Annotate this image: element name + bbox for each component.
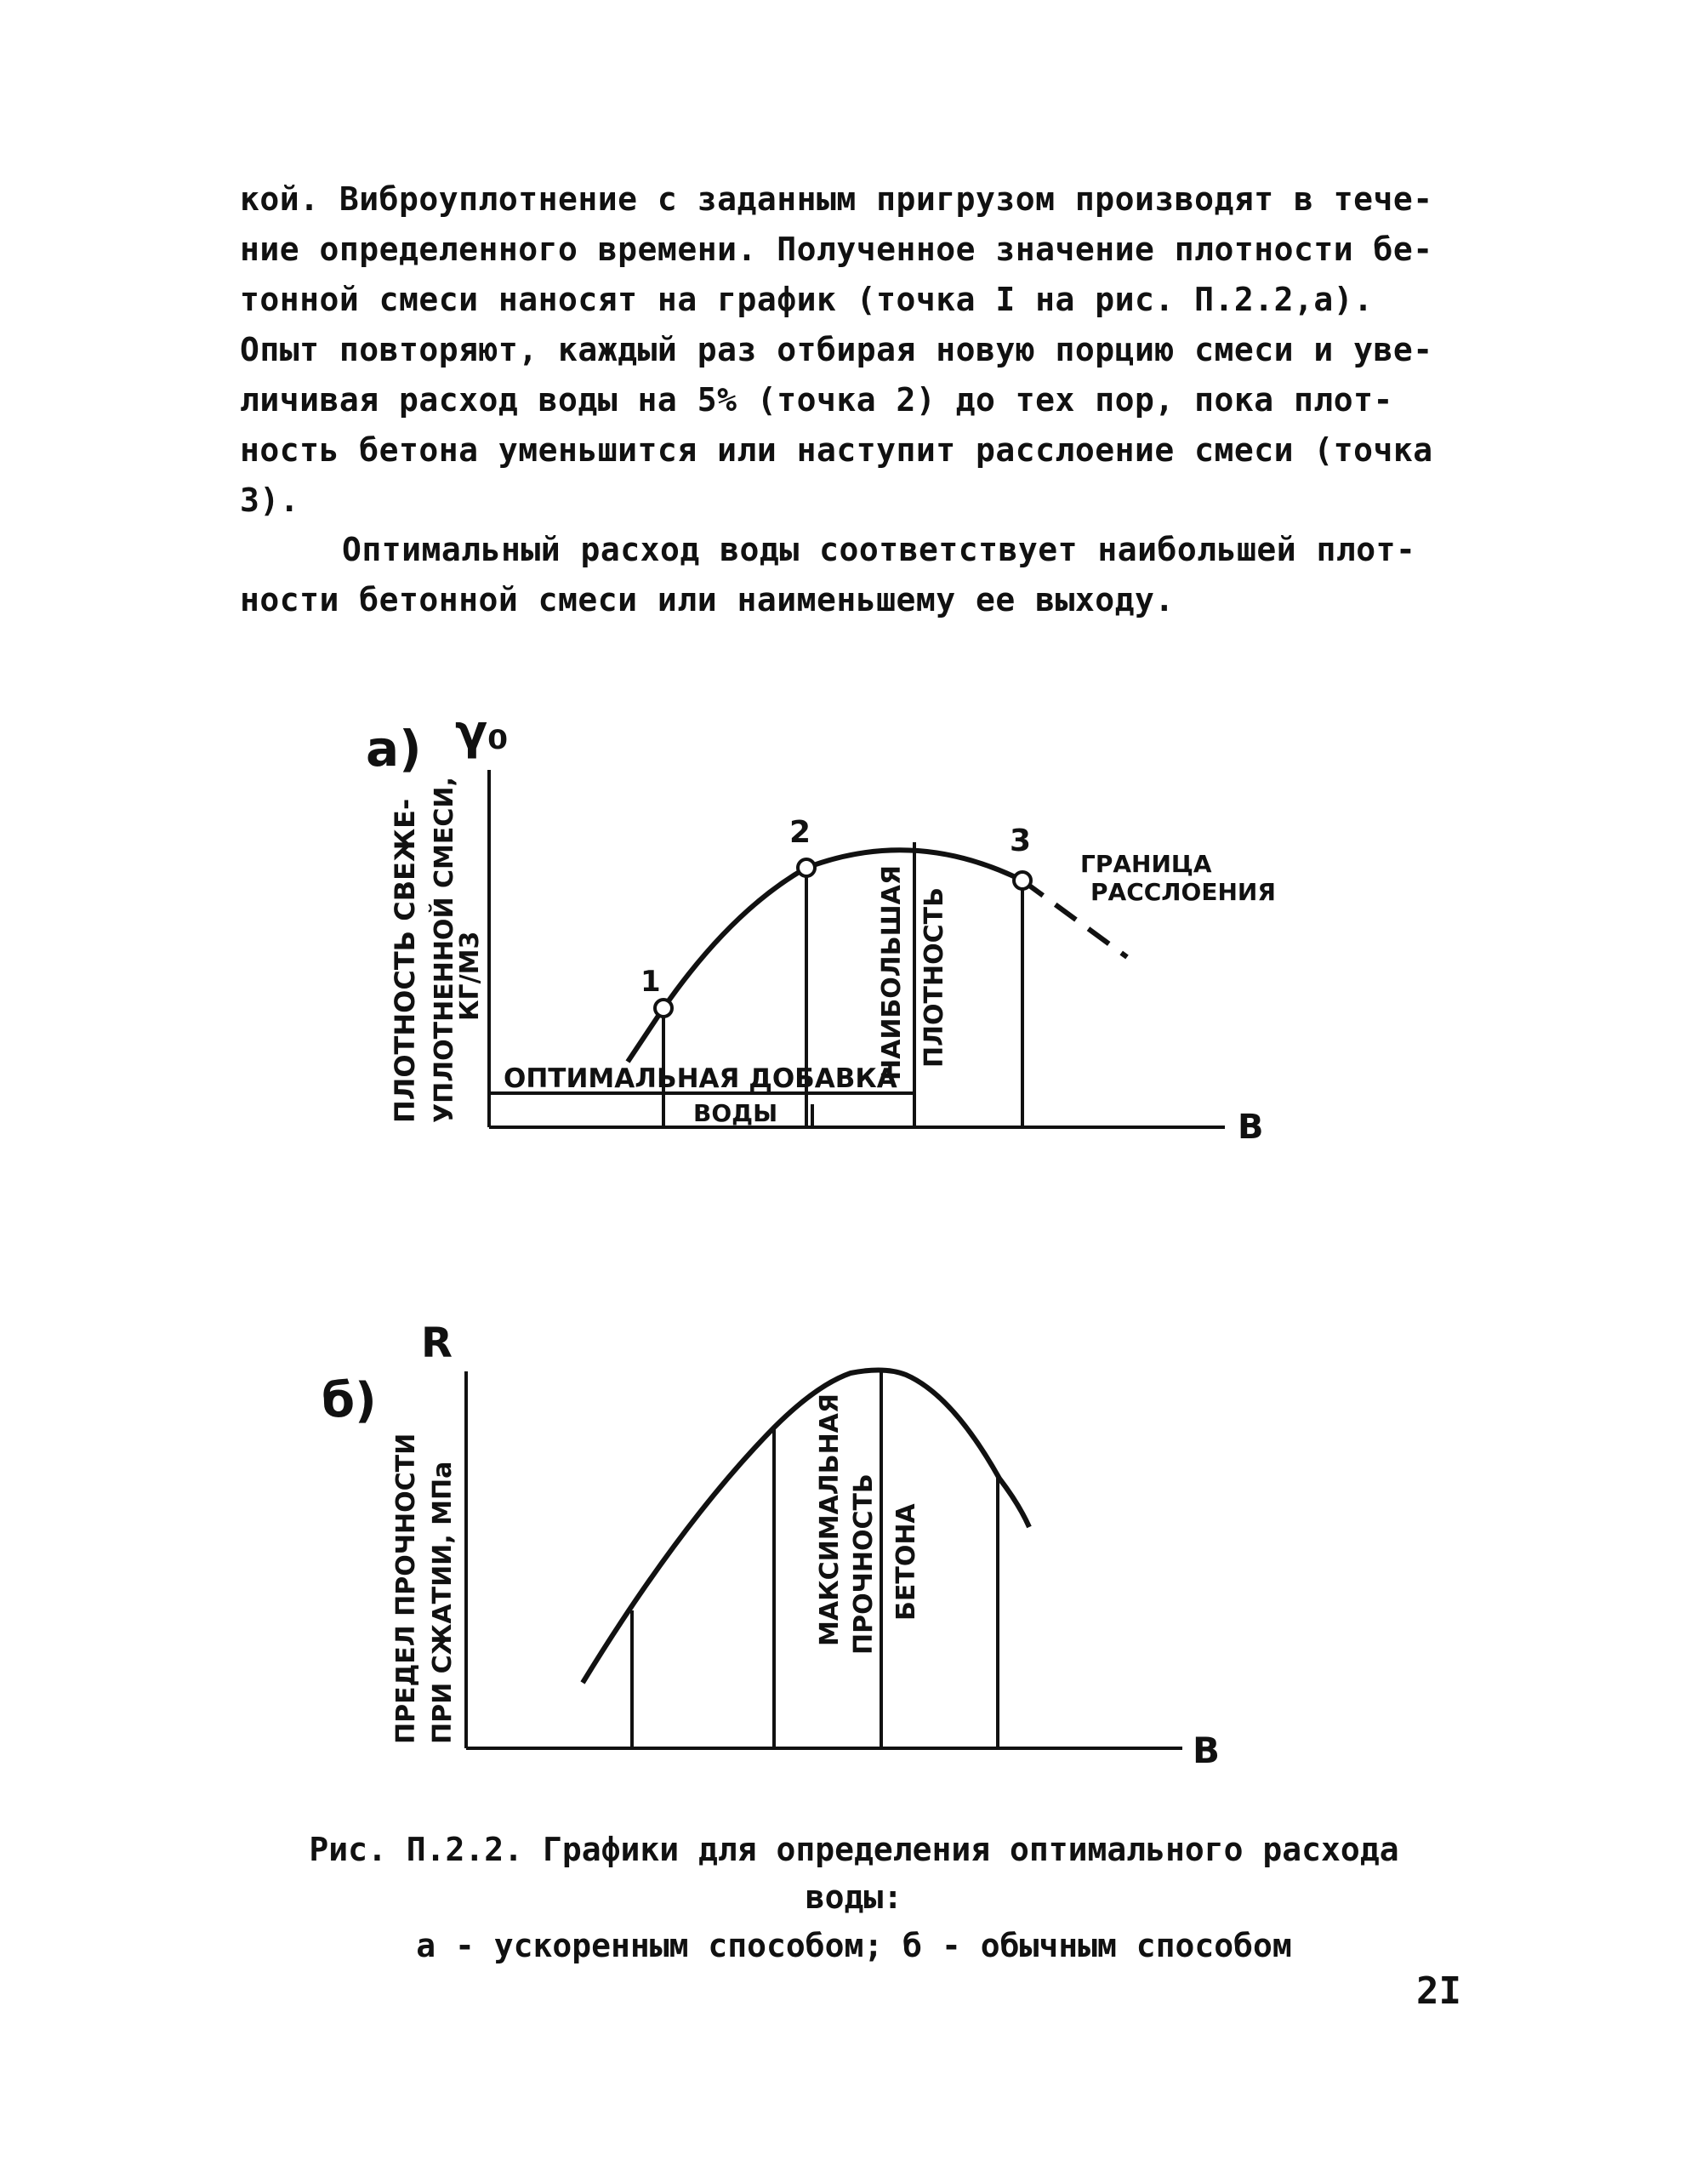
text-line: кой. Виброуплотнение с заданным пригрузом производят в тече- bbox=[240, 180, 1433, 218]
point-3-marker bbox=[1014, 872, 1031, 889]
text-line: ности бетонной смеси или наименьшему ее выходу. bbox=[240, 581, 1175, 618]
optimum-label: ОПТИМАЛЬНАЯ ДОБАВКА bbox=[504, 1063, 897, 1094]
y-label-a-line2: УПЛОТНЕННОЙ СМЕСИ, bbox=[430, 777, 459, 1123]
boundary-label-line2: РАССЛОЕНИЯ bbox=[1090, 878, 1276, 906]
strength-curve bbox=[583, 1370, 1029, 1683]
text-line: 3). bbox=[240, 482, 300, 519]
figure-b-label: б) bbox=[322, 1373, 377, 1428]
x-symbol-b: В bbox=[1193, 1730, 1221, 1771]
y-label-b-line1: ПРЕДЕЛ ПРОЧНОСТИ bbox=[391, 1433, 421, 1744]
caption-line-1: Рис. П.2.2. Графики для определения оптимального расхода bbox=[309, 1831, 1399, 1868]
page-number: 2I bbox=[1416, 1969, 1461, 2013]
point-1-marker bbox=[655, 1000, 672, 1017]
caption-line-2: воды: bbox=[805, 1878, 903, 1916]
figure-a-label: а) bbox=[366, 720, 422, 778]
max-density-label-line2: ПЛОТНОСТЬ bbox=[919, 887, 949, 1068]
max-density-label-line1: НАИБОЛЬШАЯ bbox=[877, 865, 907, 1080]
y-label-b-line2: ПРИ СЖАТИИ, МПа bbox=[428, 1461, 458, 1744]
max-strength-label-line3: БЕТОНА bbox=[891, 1503, 921, 1621]
y-label-a-line3: КГ/М3 bbox=[455, 931, 485, 1021]
figure-a bbox=[366, 705, 1276, 1147]
text-line: тонной смеси наносят на график (точка I на рис. П.2.2,а). bbox=[240, 281, 1374, 318]
max-strength-label-line2: ПРОЧНОСТЬ bbox=[849, 1473, 879, 1655]
density-curve bbox=[628, 850, 1022, 1062]
point-1-label: 1 bbox=[640, 965, 661, 999]
boundary-label-line1: ГРАНИЦА bbox=[1080, 850, 1212, 878]
figure-b bbox=[322, 1319, 1220, 1771]
y-symbol-a: γ₀ bbox=[455, 705, 509, 761]
y-symbol-b: R bbox=[421, 1319, 453, 1367]
point-2-label: 2 bbox=[789, 815, 811, 850]
text-line: Опыт повторяют, каждый раз отбирая новую порцию смеси и уве- bbox=[240, 331, 1433, 368]
text-line: ние определенного времени. Полученное значение плотности бе- bbox=[240, 231, 1433, 268]
text-line: Оптимальный расход воды соответствует наибольшей плот- bbox=[342, 531, 1416, 568]
point-2-marker bbox=[798, 859, 815, 876]
x-symbol-a: В bbox=[1238, 1108, 1264, 1147]
water-label: ВОДЫ bbox=[693, 1099, 778, 1127]
max-strength-label-line1: МАКСИМАЛЬНАЯ bbox=[815, 1393, 845, 1646]
point-3-label: 3 bbox=[1010, 824, 1032, 858]
text-line: личивая расход воды на 5% (точка 2) до тех пор, пока плот- bbox=[240, 381, 1393, 419]
text-line: ность бетона уменьшится или наступит расслоение смеси (точка bbox=[240, 431, 1433, 469]
caption-line-3: а - ускоренным способом; б - обычным способом bbox=[416, 1927, 1292, 1964]
y-label-a-line1: ПЛОТНОСТЬ СВЕЖЕ- bbox=[389, 798, 421, 1123]
